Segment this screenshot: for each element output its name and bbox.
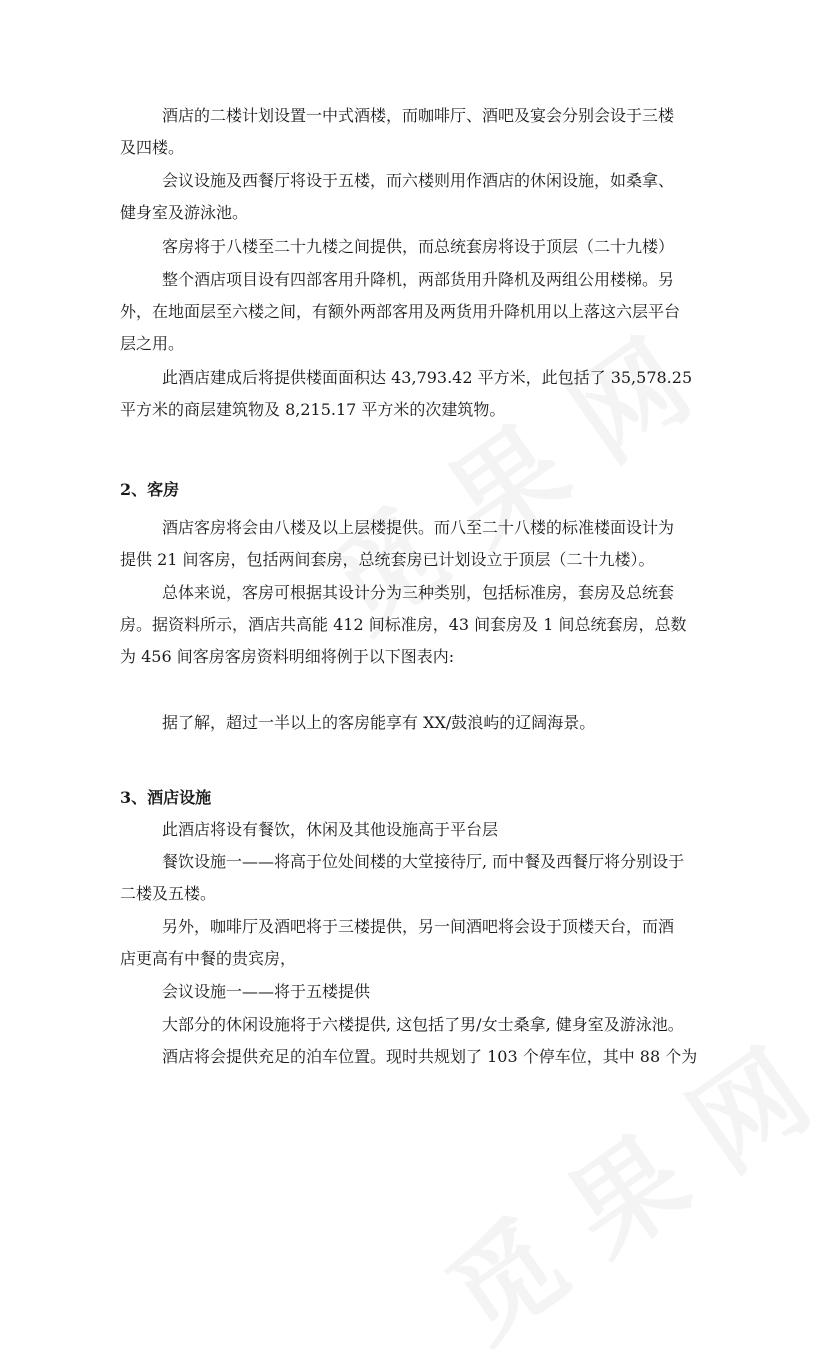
paragraph-leisure xyxy=(120,1009,712,1041)
text-line: 整个酒店项目设有四部客用升降机，两部货用升降机及两组公用楼梯。另 xyxy=(162,270,675,289)
text-line: 会议设施及西餐厅将设于五楼，而六楼则用作酒店的休闲设施，如桑拿、 xyxy=(162,171,675,190)
text-line: 酒店将会提供充足的泊车位置。现时共规划了 103 个停车位，其中 88 个为 xyxy=(162,1047,698,1066)
section-heading-facilities: 3、酒店设施 xyxy=(120,788,212,807)
paragraph-cafe-bar xyxy=(120,911,712,975)
text-line: 提供 21 间客房，包括两间套房，总统套房已计划设立于顶层（二十九楼）。 xyxy=(120,550,655,569)
text-line: 此酒店将设有餐饮，休闲及其他设施高于平台层 xyxy=(162,820,499,839)
text-line: 店更高有中餐的贵宾房， xyxy=(120,949,297,968)
text-line: 大部分的休闲设施将于六楼提供, 这包括了男/女士桑拿, 健身室及游泳池。 xyxy=(162,1015,684,1034)
paragraph-sea-view xyxy=(120,707,712,739)
text-line: 为 456 间客房客房资料明细将例于以下图表内: xyxy=(120,647,455,666)
text-line: 客房将于八楼至二十九楼之间提供，而总统套房将设于顶层（二十九楼） xyxy=(162,237,675,256)
paragraph-dining xyxy=(120,846,712,910)
text-line: 房。据资料所示，酒店共高能 412 间标准房，43 间套房及 1 间总统套房，总数 xyxy=(120,615,687,634)
text-line: 外，在地面层至六楼之间，有额外两部客用及两货用升降机用以上落这六层平台 xyxy=(120,302,681,321)
paragraph-rooms-floors xyxy=(120,512,712,576)
paragraph-facilities-intro xyxy=(120,814,712,846)
section-heading-rooms: 2、客房 xyxy=(120,480,180,499)
text-line: 健身室及游泳池。 xyxy=(120,203,249,222)
paragraph-floor-plan xyxy=(120,100,712,164)
text-line: 层之用。 xyxy=(120,334,185,353)
text-line: 平方米的商层建筑物及 8,215.17 平方米的次建筑物。 xyxy=(120,400,506,419)
paragraph-meeting xyxy=(120,976,712,1008)
text-line: 餐饮设施一——将高于位处间楼的大堂接待厅, 而中餐及西餐厅将分别设于 xyxy=(162,852,685,871)
text-line: 会议设施一——将于五楼提供 xyxy=(162,982,371,1001)
paragraph-elevators xyxy=(120,264,712,360)
paragraph-guest-rooms xyxy=(120,231,712,263)
paragraph-floor-area xyxy=(120,362,712,426)
text-line: 及四楼。 xyxy=(120,138,185,157)
text-line: 二楼及五楼。 xyxy=(120,884,217,903)
paragraph-room-types xyxy=(120,577,712,673)
text-line: 酒店客房将会由八楼及以上层楼提供。而八至二十八楼的标准楼面设计为 xyxy=(162,518,675,537)
text-line: 此酒店建成后将提供楼面面积达 43,793.42 平方米，此包括了 35,578.25 xyxy=(162,368,693,387)
text-line: 总体来说，客房可根据其设计分为三种类别，包括标准房，套房及总统套 xyxy=(162,583,675,602)
text-line: 据了解，超过一半以上的客房能享有 XX/鼓浪屿的辽阔海景。 xyxy=(162,713,596,732)
paragraph-conference xyxy=(120,165,712,229)
paragraph-parking xyxy=(120,1041,712,1073)
text-line: 另外，咖啡厅及酒吧将于三楼提供，另一间酒吧将会设于顶楼天台，而酒 xyxy=(162,917,675,936)
text-line: 酒店的二楼计划设置一中式酒楼，而咖啡厅、酒吧及宴会分别会设于三楼 xyxy=(162,106,675,125)
